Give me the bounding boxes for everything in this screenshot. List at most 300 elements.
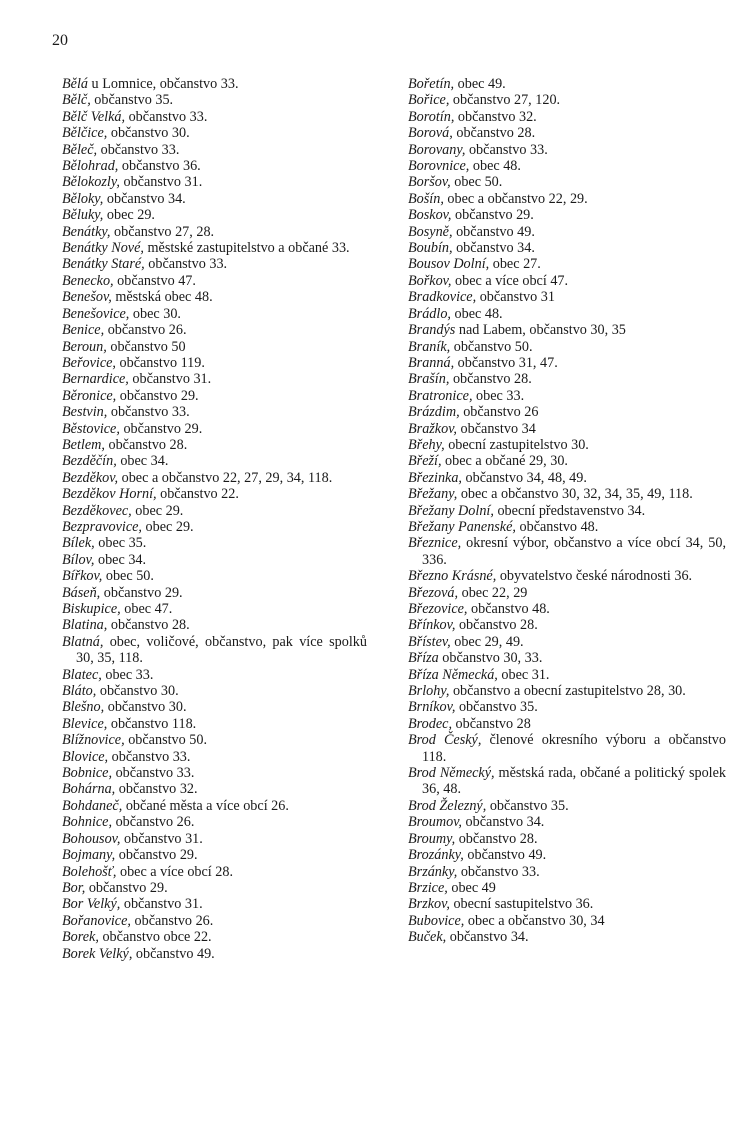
index-entry bbox=[408, 240, 726, 256]
entry-details: obec 29. bbox=[131, 502, 184, 519]
place-name: Broumov, bbox=[408, 814, 462, 831]
entry-details: občanstvo 33. bbox=[144, 256, 228, 273]
index-entry bbox=[408, 486, 726, 502]
place-name: Bousov Dolní, bbox=[408, 256, 490, 273]
place-name: Bezpravovice, bbox=[62, 518, 142, 535]
place-name: Blešno, bbox=[62, 699, 105, 716]
place-name: Břežany, bbox=[408, 486, 458, 503]
place-name: Brzice, bbox=[408, 879, 448, 896]
place-name: Březová, bbox=[408, 584, 459, 601]
index-entry bbox=[408, 142, 726, 158]
index-entry bbox=[408, 256, 726, 272]
index-entry bbox=[62, 421, 367, 437]
entry-details: obec a občané 29, 30. bbox=[441, 453, 568, 470]
entry-details: občanstvo a obecní zastupitelstvo 28, 30. bbox=[449, 683, 686, 700]
index-entry bbox=[62, 946, 367, 962]
entry-details: obec a občanstvo 22, 29. bbox=[443, 190, 588, 207]
entry-details: obec 27. bbox=[489, 256, 541, 273]
index-entry bbox=[62, 765, 367, 781]
entry-details: občanstvo 47. bbox=[113, 272, 196, 289]
place-name: Buček, bbox=[408, 929, 447, 946]
entry-details: občanstvo 26. bbox=[104, 322, 187, 339]
index-entry bbox=[408, 322, 726, 338]
index-entry bbox=[62, 486, 367, 502]
entry-details: obec 48. bbox=[469, 158, 521, 175]
index-entry bbox=[62, 191, 367, 207]
place-name: Bor, bbox=[62, 879, 86, 896]
place-name: Bradkovice, bbox=[408, 289, 477, 306]
place-name: Brázdim, bbox=[408, 404, 460, 421]
entry-details: obec 29, 49. bbox=[450, 633, 524, 650]
entry-details: občanstvo 28. bbox=[107, 617, 190, 634]
index-entry bbox=[62, 207, 367, 223]
entry-details: obecní sastupitelstvo 36. bbox=[449, 896, 594, 913]
entry-details: občanstvo 28. bbox=[452, 125, 536, 142]
place-name: Běleč, bbox=[62, 141, 98, 158]
index-entry bbox=[408, 306, 726, 322]
entry-details: občanstvo 34. bbox=[461, 814, 545, 831]
entry-details: občanstvo 33. bbox=[465, 141, 548, 158]
place-name: Bělokozly, bbox=[62, 174, 120, 191]
place-name: Bílov, bbox=[62, 551, 95, 568]
index-entry bbox=[408, 158, 726, 174]
entry-details: občanstvo 33. bbox=[108, 748, 191, 765]
place-name: Borovnice, bbox=[408, 158, 470, 175]
place-name: Braník, bbox=[408, 338, 451, 355]
entry-details: obec 30. bbox=[129, 305, 181, 322]
entry-details: občanstvo 48. bbox=[467, 601, 550, 617]
place-name: Bělč Velká, bbox=[62, 108, 126, 125]
index-entry bbox=[408, 371, 726, 387]
place-name: Bezděkov, bbox=[62, 469, 119, 486]
index-entry bbox=[62, 437, 367, 453]
index-entry bbox=[408, 355, 726, 371]
index-entry bbox=[62, 355, 367, 371]
index-entry bbox=[408, 76, 726, 92]
entry-details: městská obec 48. bbox=[111, 289, 213, 306]
place-name: Břístev, bbox=[408, 633, 451, 650]
place-name: Branná, bbox=[408, 354, 455, 371]
index-entry bbox=[62, 732, 367, 748]
index-entry bbox=[62, 896, 367, 912]
index-entry bbox=[408, 880, 726, 896]
index-entry bbox=[408, 404, 726, 420]
index-entry bbox=[408, 568, 726, 584]
index-entry bbox=[62, 634, 367, 667]
entry-details: členové okresního výboru a občanstvo 118. bbox=[422, 732, 726, 765]
index-entry bbox=[62, 781, 367, 797]
place-name: Benecko, bbox=[62, 272, 114, 289]
place-name: Bělá bbox=[62, 76, 88, 92]
index-entry bbox=[62, 683, 367, 699]
place-name: Bražkov, bbox=[408, 420, 457, 437]
index-entry bbox=[62, 913, 367, 929]
place-name: Brzkov, bbox=[408, 896, 450, 913]
place-name: Borotín, bbox=[408, 108, 455, 125]
entry-details: u Lomnice, občanstvo 33. bbox=[88, 76, 239, 92]
entry-details: občanstvo 31, 47. bbox=[454, 354, 558, 371]
index-entry bbox=[408, 92, 726, 108]
index-entry bbox=[62, 699, 367, 715]
entry-details: občanstvo 28. bbox=[104, 436, 188, 453]
entry-details: občanstvo 28. bbox=[455, 617, 538, 634]
entry-details: občanstvo 30. bbox=[107, 125, 190, 142]
entry-details: občanstvo 26. bbox=[130, 912, 214, 929]
entry-details: obec 48. bbox=[450, 305, 503, 322]
index-entry bbox=[408, 765, 726, 798]
place-name: Benátky, bbox=[62, 223, 111, 240]
entry-details: obecní zastupitelstvo 30. bbox=[444, 436, 589, 453]
place-name: Bohnice, bbox=[62, 814, 113, 831]
index-entry bbox=[408, 650, 726, 666]
entry-details: občanstvo 34, 48, 49. bbox=[461, 469, 587, 486]
place-name: Bříza bbox=[408, 650, 439, 667]
place-name: Biskupice, bbox=[62, 601, 121, 617]
entry-details: občanstvo 35. bbox=[455, 699, 538, 716]
index-entry bbox=[62, 453, 367, 469]
entry-details: obec 33. bbox=[101, 666, 154, 683]
place-name: Benátky Nové, bbox=[62, 240, 144, 257]
place-name: Běloky, bbox=[62, 190, 104, 207]
index-entry bbox=[408, 289, 726, 305]
place-name: Bělčice, bbox=[62, 125, 108, 142]
entry-details: obec a občanstvo 30, 34 bbox=[464, 912, 605, 929]
index-entry bbox=[62, 92, 367, 108]
index-entry bbox=[62, 256, 367, 272]
place-name: Bernardice, bbox=[62, 371, 129, 388]
place-name: Bezděčín, bbox=[62, 453, 117, 470]
index-entry bbox=[408, 617, 726, 633]
entry-details: obec a občanstvo 22, 27, 29, 34, 118. bbox=[118, 469, 333, 486]
place-name: Blatina, bbox=[62, 617, 108, 634]
place-name: Brzánky, bbox=[408, 863, 458, 880]
entry-details: občanstvo 29. bbox=[85, 879, 168, 896]
entry-details: občanstvo 34. bbox=[446, 929, 529, 946]
place-name: Beřovice, bbox=[62, 354, 116, 371]
place-name: Blevice, bbox=[62, 715, 108, 732]
place-name: Blatec, bbox=[62, 666, 102, 683]
index-entry bbox=[408, 667, 726, 683]
index-entry bbox=[408, 109, 726, 125]
entry-details: občanstvo 27, 28. bbox=[110, 223, 215, 240]
entry-details: občanstvo 33. bbox=[457, 863, 540, 880]
place-name: Borek Velký, bbox=[62, 945, 133, 962]
index-entry bbox=[408, 699, 726, 715]
entry-details: občanstvo 36. bbox=[118, 158, 201, 175]
place-name: Bohousov, bbox=[62, 830, 121, 847]
entry-details: městská rada, občané a politický spolek 36, 48. bbox=[422, 765, 726, 798]
entry-details: občanstvo 33. bbox=[112, 765, 195, 782]
entry-details: občanstvo 48. bbox=[515, 518, 599, 535]
place-name: Březinka, bbox=[408, 469, 462, 486]
index-entry bbox=[62, 404, 367, 420]
entry-details: občanstvo 26 bbox=[459, 404, 539, 421]
place-name: Bošín, bbox=[408, 190, 444, 207]
index-entry bbox=[62, 667, 367, 683]
index-entry bbox=[62, 814, 367, 830]
entry-details: obec 49 bbox=[447, 879, 496, 896]
place-name: Březovice, bbox=[408, 601, 468, 617]
place-name: Břežany Dolní, bbox=[408, 502, 494, 519]
entry-details: občanstvo 29. bbox=[119, 420, 203, 437]
entry-details: občanstvo 32. bbox=[454, 108, 537, 125]
index-entry bbox=[408, 896, 726, 912]
place-name: Bojmany, bbox=[62, 847, 116, 864]
entry-details: občanstvo 27, 120. bbox=[449, 92, 561, 109]
place-name: Březnice, bbox=[408, 535, 462, 552]
entry-details: občanstvo obce 22. bbox=[98, 929, 212, 946]
index-entry bbox=[408, 716, 726, 732]
entry-details: občanstvo 28 bbox=[452, 715, 531, 732]
entry-details: obec 47. bbox=[120, 601, 173, 617]
place-name: Bořkov, bbox=[408, 272, 452, 289]
index-entry bbox=[408, 634, 726, 650]
entry-details: občanstvo 31. bbox=[128, 371, 212, 388]
place-name: Benice, bbox=[62, 322, 105, 339]
entry-details: občanstvo 49. bbox=[132, 945, 215, 962]
index-entry bbox=[408, 831, 726, 847]
index-entry bbox=[62, 125, 367, 141]
entry-details: okresní výbor, občanstvo a více obcí 34, 50, 336. bbox=[422, 535, 726, 568]
place-name: Bořanovice, bbox=[62, 912, 131, 929]
entry-details: občanstvo 35. bbox=[90, 92, 174, 109]
index-entry bbox=[408, 191, 726, 207]
place-name: Betlem, bbox=[62, 436, 105, 453]
place-name: Bohdaneč, bbox=[62, 797, 123, 814]
entry-details: občanstvo 33. bbox=[97, 141, 180, 158]
entry-details: obec 49. bbox=[454, 76, 506, 92]
place-name: Brozánky, bbox=[408, 847, 464, 864]
place-name: Bílek, bbox=[62, 535, 95, 552]
index-entry bbox=[62, 76, 367, 92]
entry-details: občanstvo 31. bbox=[120, 830, 203, 847]
index-entry bbox=[62, 109, 367, 125]
entry-details: obec 29. bbox=[103, 207, 155, 224]
page-number: 20 bbox=[52, 32, 68, 49]
index-entry bbox=[408, 814, 726, 830]
place-name: Brod Český, bbox=[408, 732, 482, 749]
entry-details: občanstvo 31. bbox=[120, 896, 203, 913]
entry-details: občanstvo 118. bbox=[107, 715, 197, 732]
index-entry bbox=[408, 601, 726, 617]
index-entry bbox=[62, 552, 367, 568]
entry-details: obyvatelstvo české národnosti 36. bbox=[496, 568, 693, 585]
place-name: Bělč, bbox=[62, 92, 91, 109]
entry-details: obec 22, 29 bbox=[458, 584, 528, 601]
place-name: Brašín, bbox=[408, 371, 450, 388]
index-entry bbox=[62, 847, 367, 863]
entry-details: obec 29. bbox=[141, 518, 194, 535]
entry-details: obec 50. bbox=[102, 568, 154, 585]
index-entry bbox=[62, 503, 367, 519]
entry-details: občanstvo 34 bbox=[456, 420, 536, 437]
place-name: Borek, bbox=[62, 929, 99, 946]
index-entry bbox=[62, 289, 367, 305]
index-entry bbox=[408, 421, 726, 437]
entry-details: obec 33. bbox=[472, 387, 525, 404]
entry-details: nad Labem, občanstvo 30, 35 bbox=[455, 322, 626, 339]
entry-details: občanstvo 33. bbox=[107, 404, 190, 421]
index-entry bbox=[62, 519, 367, 535]
place-name: Bosyně, bbox=[408, 223, 453, 240]
entry-details: občanstvo 119. bbox=[115, 354, 205, 371]
index-column-right bbox=[408, 76, 726, 946]
entry-details: občanstvo 29. bbox=[116, 387, 199, 404]
entry-details: občanstvo 28. bbox=[455, 830, 538, 847]
entry-details: občanstvo 30. bbox=[104, 699, 187, 716]
place-name: Bohárna, bbox=[62, 781, 116, 798]
entry-details: městské zastupitelstvo a občané 33. bbox=[143, 240, 350, 257]
index-entry bbox=[62, 831, 367, 847]
place-name: Boršov, bbox=[408, 174, 451, 191]
place-name: Blovice, bbox=[62, 748, 109, 765]
place-name: Běluky, bbox=[62, 207, 104, 224]
index-entry bbox=[62, 306, 367, 322]
index-entry bbox=[408, 174, 726, 190]
index-entry bbox=[408, 224, 726, 240]
entry-details: obec a občanstvo 30, 32, 34, 35, 49, 118. bbox=[457, 486, 693, 503]
place-name: Benešovice, bbox=[62, 305, 130, 322]
entry-details: občanstvo 31 bbox=[476, 289, 555, 306]
place-name: Bolehošť, bbox=[62, 863, 117, 880]
index-entry bbox=[408, 732, 726, 765]
entry-details: občanstvo 28. bbox=[449, 371, 532, 388]
index-entry bbox=[408, 864, 726, 880]
place-name: Bořetín, bbox=[408, 76, 455, 92]
index-entry bbox=[62, 388, 367, 404]
index-entry bbox=[408, 388, 726, 404]
entry-details: obec 50. bbox=[450, 174, 503, 191]
place-name: Brandýs bbox=[408, 322, 456, 339]
index-entry bbox=[62, 601, 367, 617]
index-entry bbox=[62, 864, 367, 880]
place-name: Břínkov, bbox=[408, 617, 456, 634]
place-name: Blatná, bbox=[62, 633, 104, 650]
index-entry bbox=[62, 240, 367, 256]
place-name: Bořice, bbox=[408, 92, 450, 109]
entry-details: obec 35. bbox=[94, 535, 147, 552]
index-entry bbox=[408, 339, 726, 355]
index-entry bbox=[62, 322, 367, 338]
entry-details: občanstvo 29. bbox=[451, 207, 534, 224]
place-name: Broumy, bbox=[408, 830, 456, 847]
entry-details: občanstvo 34. bbox=[452, 240, 535, 257]
index-entry bbox=[408, 503, 726, 519]
entry-details: občanstvo 49. bbox=[452, 223, 535, 240]
index-entry bbox=[408, 453, 726, 469]
index-entry bbox=[62, 535, 367, 551]
place-name: Benátky Staré, bbox=[62, 256, 145, 273]
index-entry bbox=[62, 158, 367, 174]
place-name: Bříza Německá, bbox=[408, 666, 498, 683]
place-name: Bělohrad, bbox=[62, 158, 119, 175]
place-name: Borová, bbox=[408, 125, 453, 142]
index-entry bbox=[408, 207, 726, 223]
index-entry bbox=[408, 535, 726, 568]
entry-details: obecní představenstvo 34. bbox=[493, 502, 646, 519]
place-name: Benešov, bbox=[62, 289, 112, 306]
place-name: Bratronice, bbox=[408, 387, 473, 404]
entry-details: občanstvo 35. bbox=[486, 797, 569, 814]
place-name: Bířkov, bbox=[62, 568, 103, 585]
place-name: Břehy, bbox=[408, 436, 445, 453]
index-entry bbox=[408, 125, 726, 141]
place-name: Brod Německý, bbox=[408, 765, 495, 782]
index-entry bbox=[62, 880, 367, 896]
index-entry bbox=[62, 716, 367, 732]
index-entry bbox=[408, 437, 726, 453]
place-name: Borovany, bbox=[408, 141, 466, 158]
index-entry bbox=[62, 142, 367, 158]
index-entry bbox=[408, 913, 726, 929]
place-name: Beroun, bbox=[62, 338, 107, 355]
entry-details: občanstvo 50. bbox=[450, 338, 533, 355]
index-entry bbox=[408, 470, 726, 486]
entry-details: obec, voličové, občanstvo, pak více spolků 30, 35, 118. bbox=[76, 633, 367, 667]
index-entry bbox=[62, 617, 367, 633]
place-name: Brníkov, bbox=[408, 699, 456, 716]
index-entry bbox=[62, 339, 367, 355]
place-name: Bobnice, bbox=[62, 765, 113, 782]
place-name: Báseň, bbox=[62, 584, 101, 601]
place-name: Brod Železný, bbox=[408, 797, 487, 814]
place-name: Brlohy, bbox=[408, 683, 450, 700]
index-entry bbox=[62, 568, 367, 584]
index-entry bbox=[62, 585, 367, 601]
index-entry bbox=[408, 929, 726, 945]
entry-details: občanstvo 33. bbox=[125, 108, 208, 125]
index-entry bbox=[408, 519, 726, 535]
entry-details: občanstvo 50 bbox=[106, 338, 186, 355]
entry-details: obec 34. bbox=[116, 453, 169, 470]
entry-details: občanstvo 50. bbox=[124, 732, 207, 749]
entry-details: občanstvo 34. bbox=[103, 190, 186, 207]
index-entry bbox=[408, 798, 726, 814]
place-name: Břeží, bbox=[408, 453, 442, 470]
index-entry bbox=[62, 273, 367, 289]
entry-details: obec 31. bbox=[497, 666, 550, 683]
place-name: Bor Velký, bbox=[62, 896, 121, 913]
place-name: Běronice, bbox=[62, 387, 117, 404]
place-name: Boubín, bbox=[408, 240, 453, 257]
index-entry bbox=[408, 273, 726, 289]
place-name: Boskov, bbox=[408, 207, 452, 224]
entry-details: občanstvo 26. bbox=[112, 814, 195, 831]
index-column-left bbox=[62, 76, 367, 962]
place-name: Bezděkov Horní, bbox=[62, 486, 157, 503]
entry-details: občané města a více obcí 26. bbox=[122, 797, 289, 814]
place-name: Břežany Panenské, bbox=[408, 518, 516, 535]
index-entry bbox=[62, 371, 367, 387]
entry-details: občanstvo 29. bbox=[115, 847, 198, 864]
entry-details: obec 34. bbox=[94, 551, 147, 568]
index-entry bbox=[62, 224, 367, 240]
index-entry bbox=[62, 470, 367, 486]
place-name: Bezděkovec, bbox=[62, 502, 132, 519]
entry-details: občanstvo 31. bbox=[119, 174, 203, 191]
place-name: Běstovice, bbox=[62, 420, 120, 437]
entry-details: občanstvo 32. bbox=[115, 781, 198, 798]
place-name: Bestvin, bbox=[62, 404, 108, 421]
index-entry bbox=[408, 847, 726, 863]
index-entry bbox=[62, 929, 367, 945]
place-name: Brodec, bbox=[408, 715, 452, 732]
place-name: Bubovice, bbox=[408, 912, 465, 929]
entry-details: obec a více obcí 47. bbox=[451, 272, 569, 289]
place-name: Březno Krásné, bbox=[408, 568, 497, 585]
index-entry bbox=[62, 174, 367, 190]
entry-details: občanstvo 29. bbox=[100, 584, 183, 601]
